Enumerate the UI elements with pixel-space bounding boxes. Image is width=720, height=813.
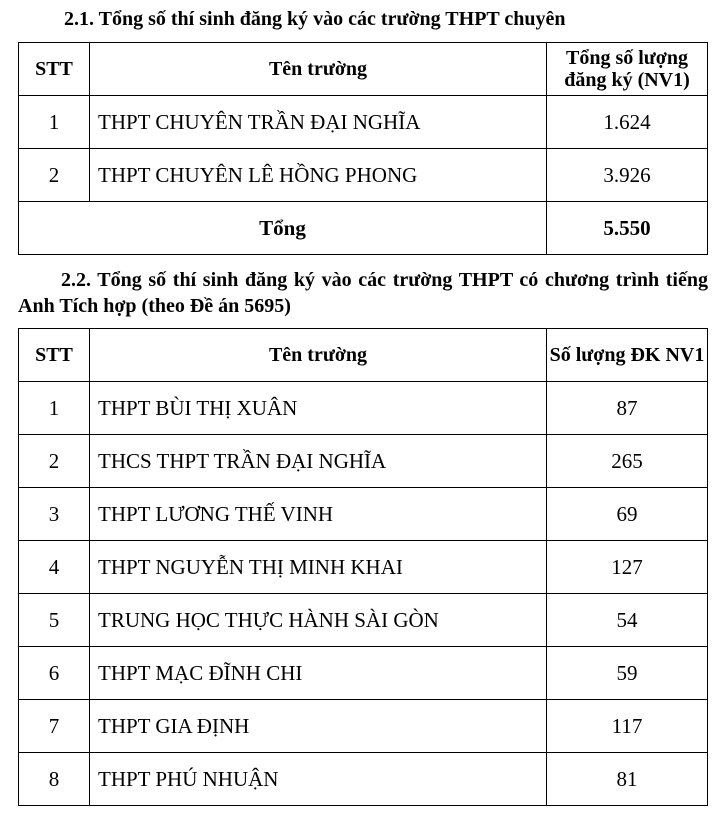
row-school-name: THPT PHÚ NHUẬN xyxy=(90,753,547,806)
section-1-heading: 2.1. Tổng số thí sinh đăng ký vào các trường THPT chuyên xyxy=(64,8,566,30)
row-stt: 8 xyxy=(19,753,90,806)
row-stt: 3 xyxy=(19,488,90,541)
total-row xyxy=(19,202,708,255)
row-stt: 4 xyxy=(19,541,90,594)
row-school-name: THPT CHUYÊN TRẦN ĐẠI NGHĨA xyxy=(90,96,547,149)
row-stt: 1 xyxy=(19,382,90,435)
column-header-school-name: Tên trường xyxy=(90,329,547,382)
integrated-english-schools-table xyxy=(18,328,708,806)
table-row xyxy=(19,753,708,806)
column-header-stt: STT xyxy=(19,43,90,96)
table-row xyxy=(19,96,708,149)
table-row xyxy=(19,488,708,541)
column-header-registration-count: Số lượng ĐK NV1 xyxy=(547,329,708,382)
row-count: 54 xyxy=(547,594,708,647)
row-count: 1.624 xyxy=(547,96,708,149)
row-count: 265 xyxy=(547,435,708,488)
row-stt: 7 xyxy=(19,700,90,753)
row-school-name: TRUNG HỌC THỰC HÀNH SÀI GÒN xyxy=(90,594,547,647)
column-header-stt: STT xyxy=(19,329,90,382)
row-count: 81 xyxy=(547,753,708,806)
table-row xyxy=(19,435,708,488)
table-header-row xyxy=(19,43,708,96)
row-stt: 2 xyxy=(19,149,90,202)
row-school-name: THPT NGUYỄN THỊ MINH KHAI xyxy=(90,541,547,594)
row-school-name: THPT GIA ĐỊNH xyxy=(90,700,547,753)
row-school-name: THCS THPT TRẦN ĐẠI NGHĨA xyxy=(90,435,547,488)
row-count: 3.926 xyxy=(547,149,708,202)
table-header-row xyxy=(19,329,708,382)
column-header-school-name: Tên trường xyxy=(90,43,547,96)
row-stt: 5 xyxy=(19,594,90,647)
total-value: 5.550 xyxy=(547,202,708,255)
row-count: 117 xyxy=(547,700,708,753)
row-count: 87 xyxy=(547,382,708,435)
table-row xyxy=(19,594,708,647)
row-stt: 1 xyxy=(19,96,90,149)
column-header-registration-count: Tổng số lượng đăng ký (NV1) xyxy=(547,43,708,96)
row-count: 69 xyxy=(547,488,708,541)
specialized-schools-table xyxy=(18,42,708,255)
row-school-name: THPT MẠC ĐĨNH CHI xyxy=(90,647,547,700)
section-2-heading: 2.2. Tổng số thí sinh đăng ký vào các trường THPT có chương trình tiếng Anh Tích hợp (theo Đề án 5695) xyxy=(18,269,708,317)
table-row xyxy=(19,700,708,753)
row-stt: 2 xyxy=(19,435,90,488)
table-row xyxy=(19,541,708,594)
row-count: 59 xyxy=(547,647,708,700)
table-row xyxy=(19,647,708,700)
table-row xyxy=(19,382,708,435)
row-school-name: THPT LƯƠNG THẾ VINH xyxy=(90,488,547,541)
total-label: Tổng xyxy=(19,202,547,255)
row-count: 127 xyxy=(547,541,708,594)
row-school-name: THPT CHUYÊN LÊ HỒNG PHONG xyxy=(90,149,547,202)
row-school-name: THPT BÙI THỊ XUÂN xyxy=(90,382,547,435)
row-stt: 6 xyxy=(19,647,90,700)
table-row xyxy=(19,149,708,202)
